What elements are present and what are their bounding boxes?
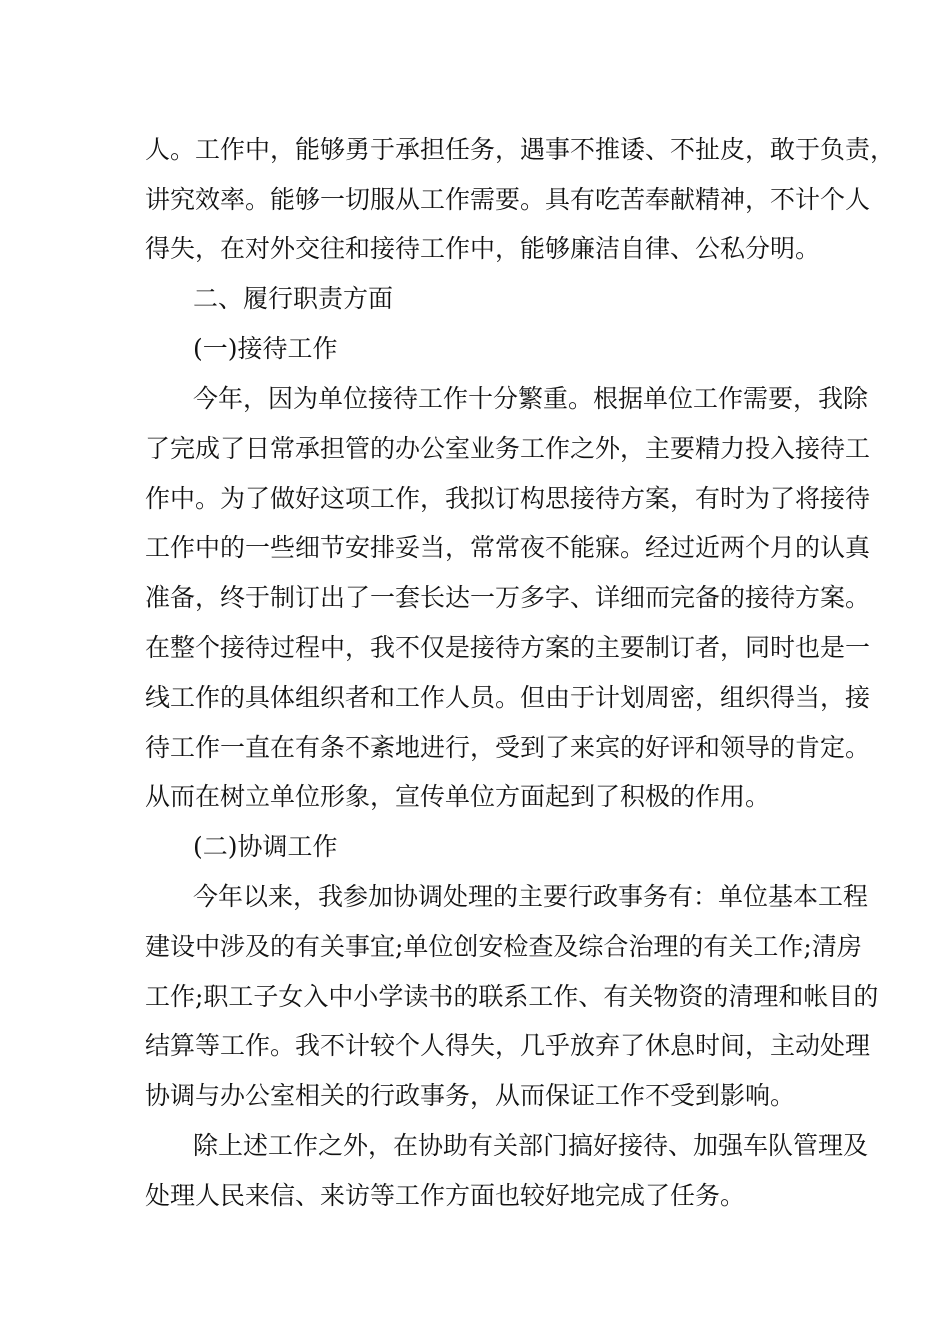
paragraph-line: 从而在树立单位形象，宣传单位方面起到了积极的作用。 — [145, 782, 771, 811]
paragraph-line: 工作中的一些细节安排妥当，常常夜不能寐。经过近两个月的认真 — [145, 533, 871, 562]
paragraph-line: 处理人民来信、来访等工作方面也较好地完成了任务。 — [145, 1181, 746, 1210]
paragraph-line: 在整个接待过程中，我不仅是接待方案的主要制订者，同时也是一 — [145, 633, 871, 662]
section-heading: 二、履行职责方面 — [193, 284, 394, 313]
paragraph-line: 讲究效率。能够一切服从工作需要。具有吃苦奉献精神，不计个人 — [145, 185, 871, 214]
paragraph-line: 今年，因为单位接待工作十分繁重。根据单位工作需要，我除 — [193, 384, 869, 413]
paragraph-line: 除上述工作之外，在协助有关部门搞好接待、加强车队管理及 — [193, 1131, 869, 1160]
paragraph-line: 得失，在对外交往和接待工作中，能够廉洁自律、公私分明。 — [145, 234, 821, 263]
paragraph-line: 结算等工作。我不计较个人得失，几乎放弃了休息时间，主动处理 — [145, 1031, 871, 1060]
paragraph-line: 协调与办公室相关的行政事务，从而保证工作不受到影响。 — [145, 1081, 796, 1110]
paragraph-line: 人。工作中，能够勇于承担任务，遇事不推诿、不扯皮，敢于负责， — [145, 135, 896, 164]
subsection-heading: (一)接待工作 — [193, 334, 338, 363]
paragraph-line: 准备，终于制订出了一套长达一万多字、详细而完备的接待方案。 — [145, 583, 871, 612]
paragraph-line: 线工作的具体组织者和工作人员。但由于计划周密，组织得当，接 — [145, 683, 871, 712]
paragraph-line: 了完成了日常承担管的办公室业务工作之外，主要精力投入接待工 — [145, 434, 871, 463]
subsection-heading: (二)协调工作 — [193, 832, 338, 861]
paragraph-line: 今年以来，我参加协调处理的主要行政事务有：单位基本工程 — [193, 882, 869, 911]
paragraph-line: 工作;职工子女入中小学读书的联系工作、有关物资的清理和帐目的 — [145, 982, 879, 1011]
paragraph-line: 作中。为了做好这项工作，我拟订构思接待方案，有时为了将接待 — [145, 484, 871, 513]
paragraph-line: 建设中涉及的有关事宜;单位创安检查及综合治理的有关工作;清房 — [145, 932, 862, 961]
paragraph-line: 待工作一直在有条不紊地进行，受到了来宾的好评和领导的肯定。 — [145, 733, 871, 762]
